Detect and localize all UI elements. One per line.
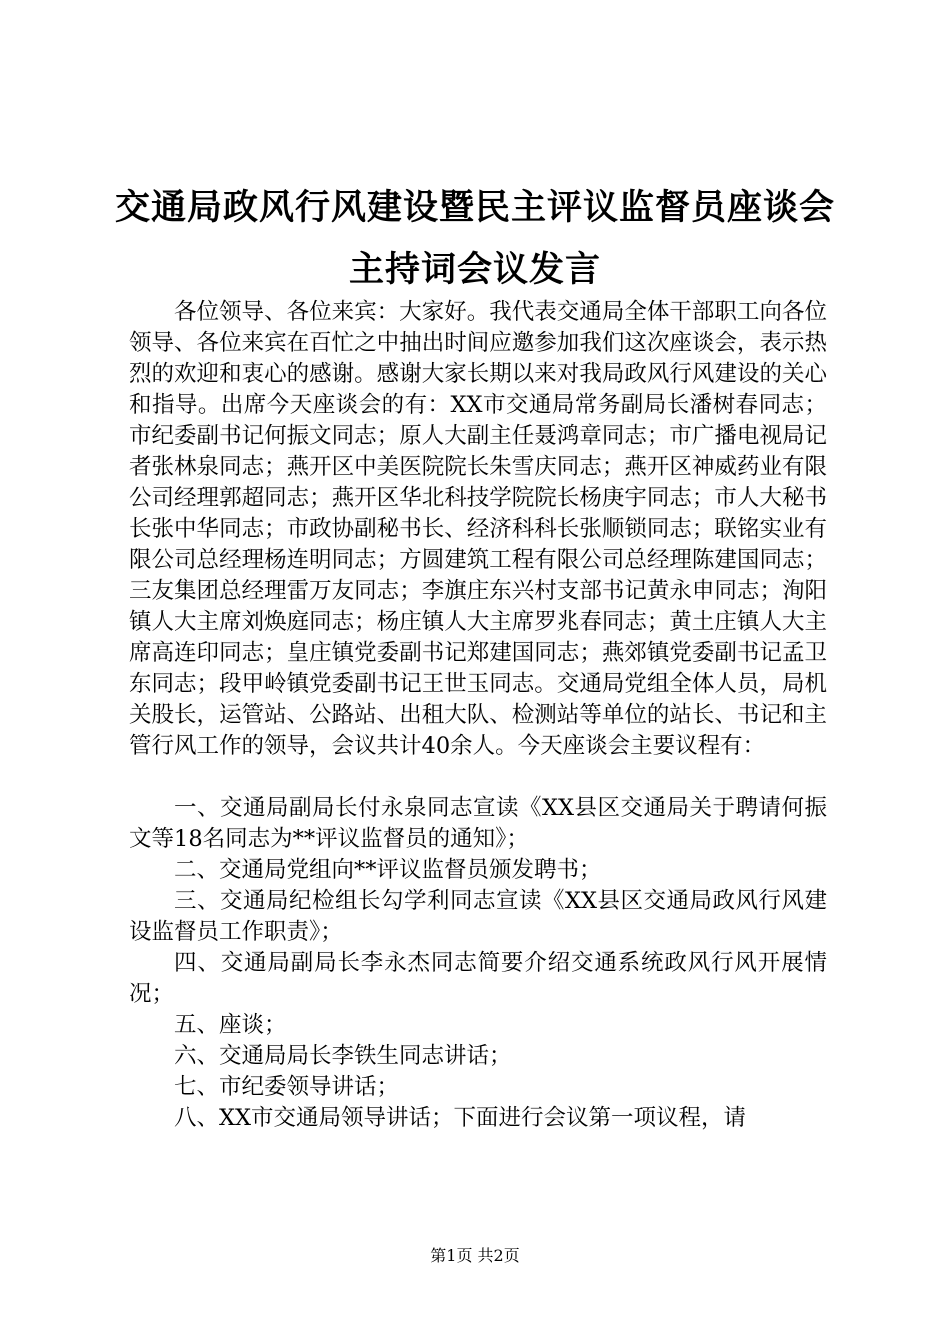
agenda-item-1: 一、交通局副局长付永泉同志宣读《XX县区交通局关于聘请何振文等18名同志为**评议监督员的通知》； (129, 795, 827, 852)
agenda-item-5: 五、座谈； (174, 1012, 287, 1038)
agenda-item-6: 六、交通局局长李铁生同志讲话； (174, 1043, 512, 1069)
intro-paragraph: 各位领导、各位来宾：大家好。我代表交通局全体干部职工向各位领导、各位来宾在百忙之中抽出时间应邀参加我们这次座谈会，表示热烈的欢迎和衷心的感谢。感谢大家长期以来对我局政风行风建设的关心和指导。出席今天座谈会的有：XX市交通局常务副局长潘树春同志；市纪委副书记何振文同志；原人大副主任聂鸿章同志；市广播电视局记者张林泉同志；燕开区中美医院院长朱雪庆同志；燕开区神威药业有限公司经理郭超同志；燕开区华北科技学院院长杨庚宇同志；市人大秘书长张中华同志；市政协副秘书长、经济科科长张顺锁同志；联铭实业有限公司总经理杨连明同志；方圆建筑工程有限公司总经理陈建国同志；三友集团总经理雷万友同志；李旗庄东兴村支部书记黄永申同志；洵阳镇人大主席刘焕庭同志；杨庄镇人大主席罗兆春同志；黄土庄镇人大主席高连印同志；皇庄镇党委副书记郑建国同志；燕郊镇党委副书记孟卫东同志；段甲岭镇党委副书记王世玉同志。交通局党组全体人员，局机关股长，运管站、公路站、出租大队、检测站等单位的站长、书记和主管行风工作的领导，会议共计40余人。今天座谈会主要议程有： (129, 299, 827, 759)
agenda-item-4: 四、交通局副局长李永杰同志简要介绍交通系统政风行风开展情况； (129, 950, 827, 1007)
document-body (129, 297, 827, 1134)
document-title-line-1: 交通局政风行风建设暨民主评议监督员座谈会 (114, 188, 835, 228)
document-title-line-2: 主持词会议发言 (348, 250, 601, 290)
agenda-item-2: 二、交通局党组向**评议监督员颁发聘书； (174, 857, 602, 883)
agenda-item-8: 八、XX市交通局领导讲话；下面进行会议第一项议程，请 (174, 1105, 747, 1131)
page-number-footer: 第1页 共2页 (430, 1246, 520, 1265)
agenda-item-3: 三、交通局纪检组长勾学利同志宣读《XX县区交通局政风行风建设监督员工作职责》； (129, 888, 827, 945)
agenda-item-7: 七、市纪委领导讲话； (174, 1074, 400, 1100)
